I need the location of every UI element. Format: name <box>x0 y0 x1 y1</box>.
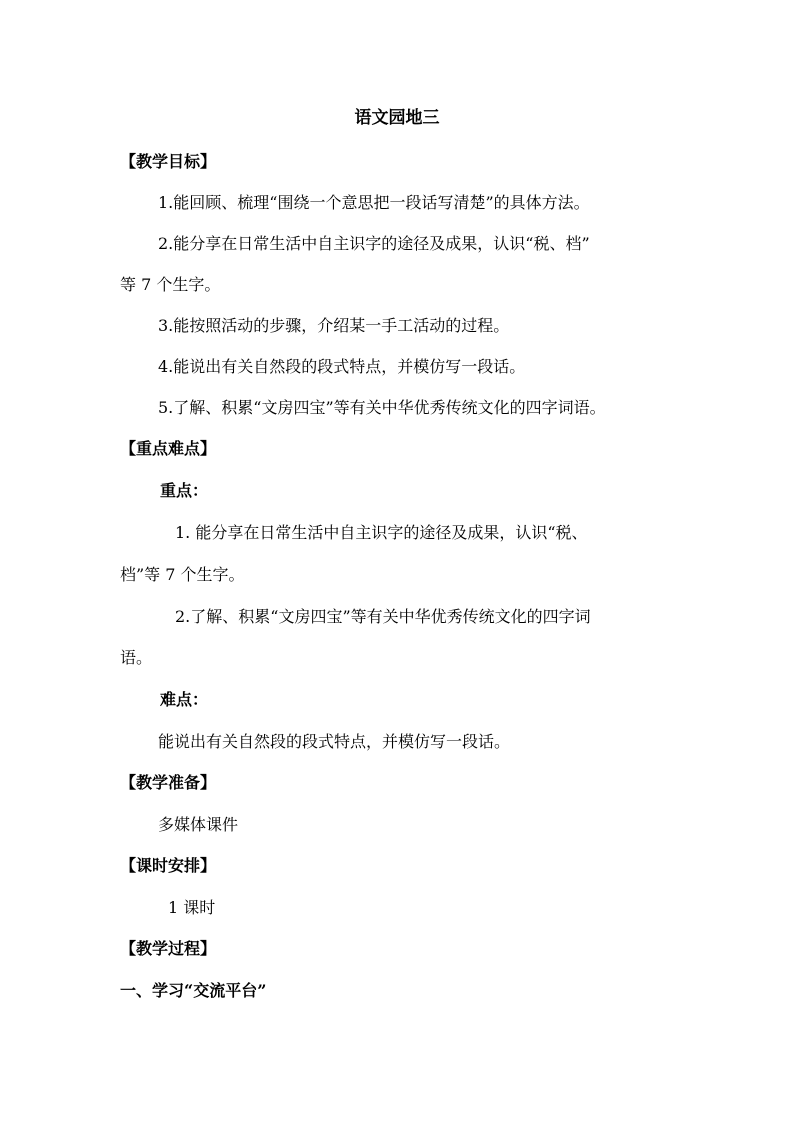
difficulty-text: 能说出有关自然段的段式特点，并模仿写一段话。 <box>158 732 511 751</box>
goal-item-2: 2.能分享在日常生活中自主识字的途径及成果，认识“税、档” <box>158 234 590 253</box>
schedule-text: 1 课时 <box>168 898 216 917</box>
goal-item-1: 1.能回顾、梳理“围绕一个意思把一段话写清楚”的具体方法。 <box>158 193 590 212</box>
focus-item-2-continued: 语。 <box>120 648 153 667</box>
key-points-heading: 【重点难点】 <box>120 439 217 458</box>
preparation-heading: 【教学准备】 <box>120 773 217 792</box>
focus-item-1: 1. 能分享在日常生活中自主识字的途径及成果，认识“税、 <box>175 523 588 542</box>
schedule-heading: 【课时安排】 <box>120 856 217 875</box>
goal-item-3: 3.能按照活动的步骤，介绍某一手工活动的过程。 <box>158 316 510 335</box>
focus-item-1-continued: 档”等 7 个生字。 <box>120 565 245 584</box>
process-part-1: 一、学习“交流平台” <box>120 981 267 1000</box>
difficulty-label: 难点： <box>160 690 209 709</box>
focus-label: 重点： <box>160 481 209 500</box>
focus-item-2: 2.了解、积累“文房四宝”等有关中华优秀传统文化的四字词 <box>175 607 591 626</box>
process-heading: 【教学过程】 <box>120 939 217 958</box>
goal-item-5: 5.了解、积累“文房四宝”等有关中华优秀传统文化的四字词语。 <box>158 398 606 417</box>
goals-heading: 【教学目标】 <box>120 152 217 171</box>
document-title: 语文园地三 <box>354 108 440 128</box>
preparation-text: 多媒体课件 <box>158 815 239 834</box>
goal-item-2-continued: 等 7 个生字。 <box>120 275 221 294</box>
goal-item-4: 4.能说出有关自然段的段式特点，并模仿写一段话。 <box>158 357 526 376</box>
